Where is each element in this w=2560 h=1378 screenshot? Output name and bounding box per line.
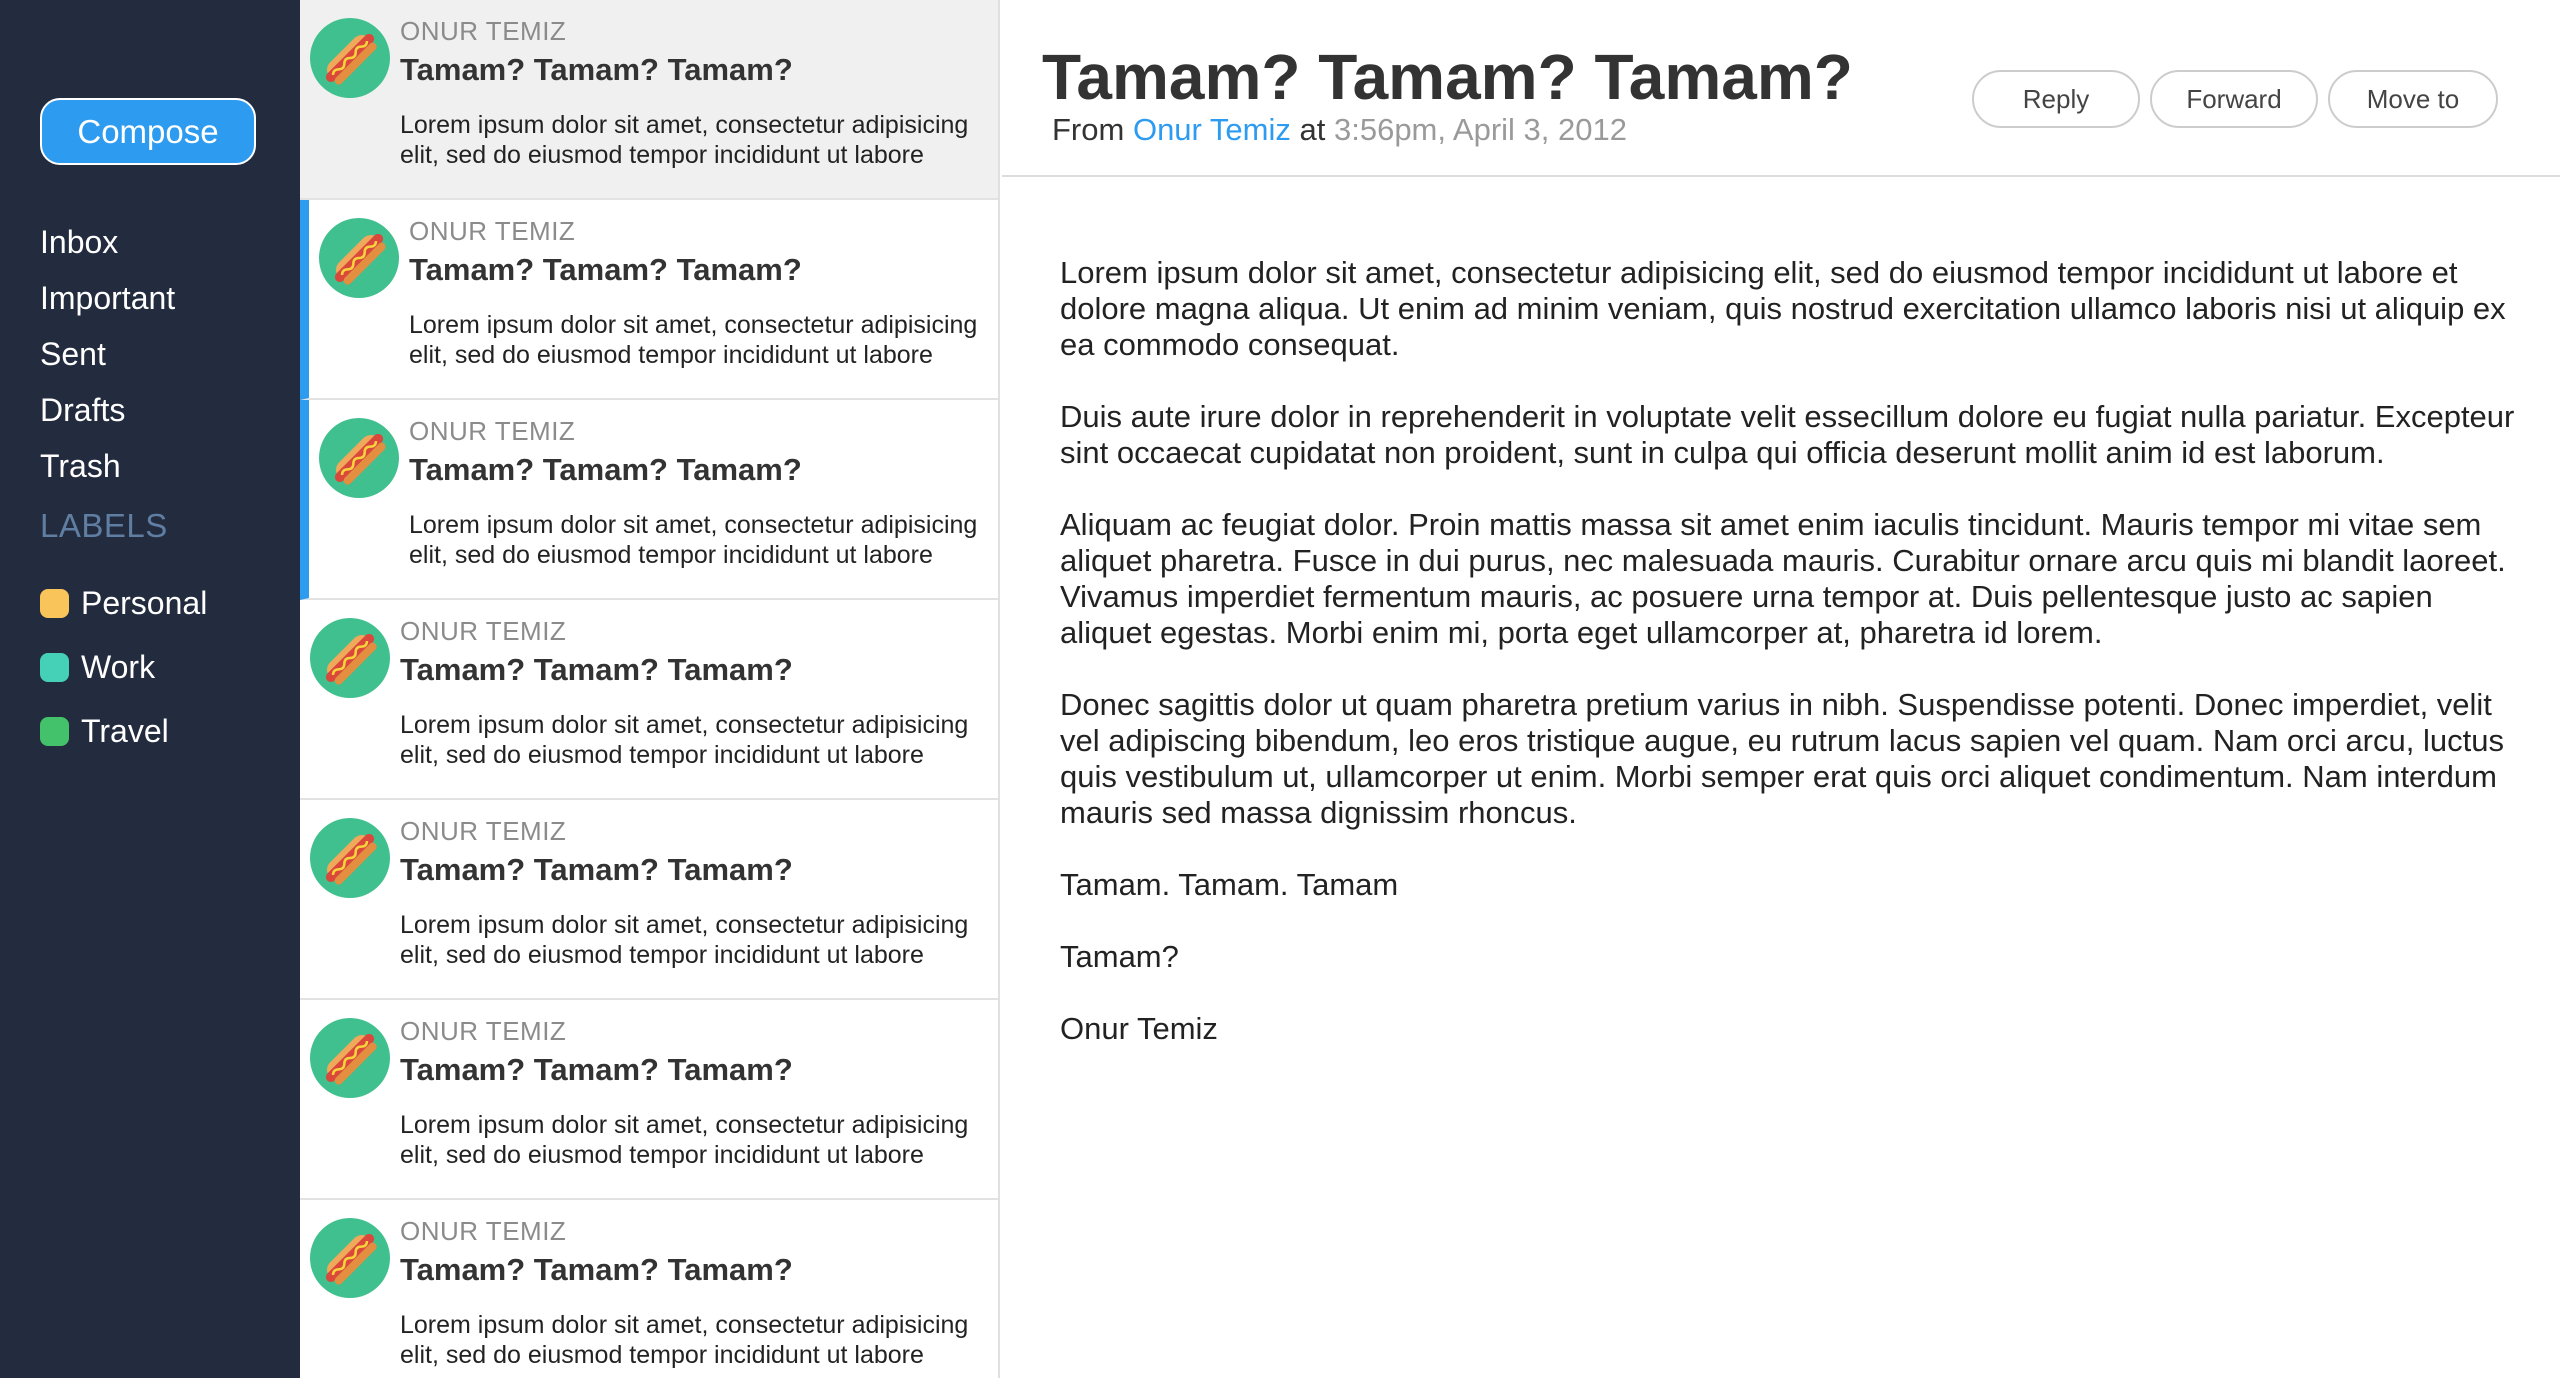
message-preview: Lorem ipsum dolor sit amet, consectetur adipisicing elit, sed do eiusmod tempor incididunt ut labore — [400, 111, 969, 169]
message-subject: Tamam? Tamam? Tamam? — [400, 852, 793, 887]
body-paragraph: Tamam? — [1060, 939, 1179, 974]
message-content — [310, 600, 1000, 798]
message-row[interactable] — [300, 0, 1000, 200]
nav-item-drafts[interactable]: Drafts — [40, 392, 126, 428]
reading-pane — [1002, 0, 2560, 1378]
label-text: Personal — [81, 585, 208, 621]
nav-item-inbox[interactable]: Inbox — [40, 224, 119, 260]
move-to-button[interactable]: Move to — [2328, 70, 2498, 128]
folder-nav — [40, 221, 290, 501]
message-sender: ONUR TEMIZ — [400, 16, 567, 46]
message-row[interactable] — [300, 1200, 1000, 1378]
message-content — [310, 0, 1000, 198]
nav-item-trash[interactable]: Trash — [40, 448, 121, 484]
email-body — [1060, 255, 2520, 1083]
message-preview: Lorem ipsum dolor sit amet, consectetur adipisicing elit, sed do eiusmod tempor incididunt ut labore — [400, 1311, 969, 1369]
reply-button[interactable]: Reply — [1972, 70, 2140, 128]
message-sender: ONUR TEMIZ — [400, 816, 567, 846]
message-content — [319, 400, 1000, 598]
message-row[interactable] — [300, 400, 1000, 600]
label-text: Travel — [81, 713, 169, 749]
label-item-work[interactable] — [40, 635, 290, 699]
forward-button[interactable]: Forward — [2150, 70, 2318, 128]
hotdog-icon — [310, 1218, 390, 1298]
compose-button[interactable]: Compose — [40, 98, 256, 165]
hotdog-icon — [310, 18, 390, 98]
hotdog-icon — [310, 818, 390, 898]
body-paragraph: Tamam. Tamam. Tamam — [1060, 867, 1399, 902]
message-row[interactable] — [300, 800, 1000, 1000]
message-content — [310, 1200, 1000, 1378]
email-timestamp: 3:56pm, April 3, 2012 — [1333, 112, 1627, 147]
message-sender: ONUR TEMIZ — [409, 416, 576, 446]
message-row[interactable] — [300, 1000, 1000, 1200]
message-row[interactable] — [300, 600, 1000, 800]
message-subject: Tamam? Tamam? Tamam? — [400, 52, 793, 87]
body-paragraph: Aliquam ac feugiat dolor. Proin mattis massa sit amet enim iaculis tincidunt. Mauris tempor mi vitae sem aliquet pharetra. Fusce in dui purus, nec malesuada mauris. Curabitur ornare arcu quis mi blandit laoreet. Vivamus imperdiet fermentum mauris, ac posuere urna tempor at. Duis pellentesque justo ac sapien aliquet egestas. Morbi enim mi, porta eget ullamcorper at, pharetra id lorem. — [1060, 507, 2506, 650]
message-sender: ONUR TEMIZ — [400, 1016, 567, 1046]
message-preview: Lorem ipsum dolor sit amet, consectetur adipisicing elit, sed do eiusmod tempor incididunt ut labore — [409, 311, 978, 369]
message-preview: Lorem ipsum dolor sit amet, consectetur adipisicing elit, sed do eiusmod tempor incididunt ut labore — [400, 1111, 969, 1169]
email-meta — [1052, 112, 1627, 148]
nav-item-sent[interactable]: Sent — [40, 336, 106, 372]
body-paragraph: Duis aute irure dolor in reprehenderit in voluptate velit essecillum dolore eu fugiat nulla pariatur. Excepteur sint occaecat cupidatat non proident, sunt in culpa qui officia deserunt mollit anim id est laborum. — [1060, 399, 2515, 470]
message-preview: Lorem ipsum dolor sit amet, consectetur adipisicing elit, sed do eiusmod tempor incididunt ut labore — [409, 511, 978, 569]
at-label: at — [1299, 112, 1326, 147]
message-subject: Tamam? Tamam? Tamam? — [409, 452, 802, 487]
message-row[interactable] — [300, 200, 1000, 400]
message-preview: Lorem ipsum dolor sit amet, consectetur adipisicing elit, sed do eiusmod tempor incididunt ut labore — [400, 711, 969, 769]
message-content — [310, 800, 1000, 998]
hotdog-icon — [310, 618, 390, 698]
body-paragraph: Onur Temiz — [1060, 1011, 1218, 1046]
label-color-dot — [40, 653, 69, 682]
body-paragraph: Lorem ipsum dolor sit amet, consectetur adipisicing elit, sed do eiusmod tempor incididunt ut labore et dolore magna aliqua. Ut enim ad minim veniam, quis nostrud exercitation ullamco laboris nisi ut aliquip ex ea commodo consequat. — [1060, 255, 2506, 362]
message-sender: ONUR TEMIZ — [400, 616, 567, 646]
nav-item-important[interactable]: Important — [40, 280, 176, 316]
email-header — [1002, 0, 2560, 177]
label-list — [40, 571, 290, 763]
from-label: From — [1052, 112, 1125, 147]
sender-link[interactable]: Onur Temiz — [1132, 112, 1291, 147]
label-item-travel[interactable] — [40, 699, 290, 763]
label-text: Work — [81, 649, 156, 685]
email-actions — [1972, 70, 2508, 128]
hotdog-icon — [319, 218, 399, 298]
label-color-dot — [40, 589, 69, 618]
message-content — [310, 1000, 1000, 1198]
message-subject: Tamam? Tamam? Tamam? — [400, 1052, 793, 1087]
message-content — [319, 200, 1000, 398]
message-subject: Tamam? Tamam? Tamam? — [400, 1252, 793, 1287]
labels-heading: LABELS — [40, 507, 168, 544]
label-color-dot — [40, 717, 69, 746]
message-preview: Lorem ipsum dolor sit amet, consectetur adipisicing elit, sed do eiusmod tempor incididunt ut labore — [400, 911, 969, 969]
sidebar — [0, 0, 300, 1378]
message-subject: Tamam? Tamam? Tamam? — [400, 652, 793, 687]
hotdog-icon — [319, 418, 399, 498]
hotdog-icon — [310, 1018, 390, 1098]
message-sender: ONUR TEMIZ — [400, 1216, 567, 1246]
email-subject: Tamam? Tamam? Tamam? — [1042, 41, 1853, 113]
message-subject: Tamam? Tamam? Tamam? — [409, 252, 802, 287]
body-paragraph: Donec sagittis dolor ut quam pharetra pretium varius in nibh. Suspendisse potenti. Donec imperdiet, velit vel adipiscing bibendum, leo eros tristique augue, eu rutrum lacus sapien vel quam. Nam orci arcu, luctus quis vestibulum ut, ullamcorper ut enim. Morbi semper erat quis orci aliquet condimentum. Nam interdum mauris sed massa dignissim rhoncus. — [1060, 687, 2504, 830]
label-item-personal[interactable] — [40, 571, 290, 635]
message-sender: ONUR TEMIZ — [409, 216, 576, 246]
message-list — [300, 0, 1000, 1378]
